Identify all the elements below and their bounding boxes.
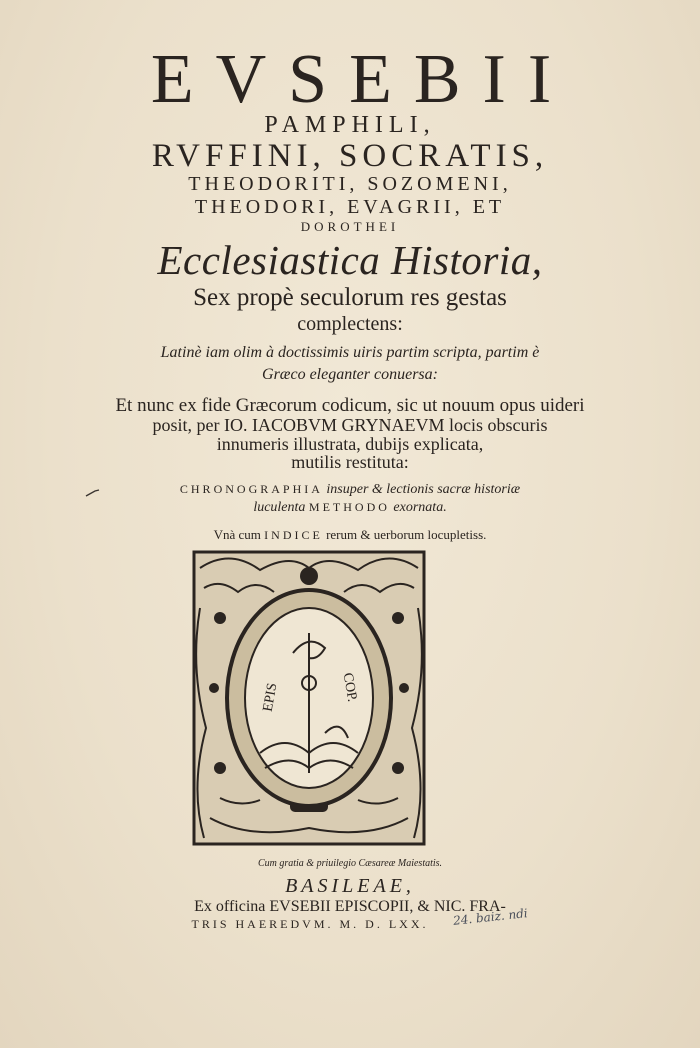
chronographia-line (0, 482, 700, 498)
indice-before: Vnà cum (213, 527, 265, 542)
indice-after: rerum & uerborum locupletiss. (322, 527, 487, 542)
description-line-5: innumeris illustrata, dubijs explicata, (216, 434, 484, 454)
chronographia-rest: insuper & lectionis sacræ historiæ (322, 482, 521, 497)
description-line-2: Græco eleganter conuersa: (262, 366, 438, 383)
handwritten-annotation: 24. baiz. ndi (452, 906, 529, 928)
methodo-after: exornata. (389, 500, 447, 515)
methodo-word: METHODO (308, 500, 390, 514)
methodo-before: luculenta (253, 500, 309, 515)
chronographia-word: CHRONOGRAPHIA (179, 482, 323, 496)
description-line-4: posit, per IO. IACOBVM GRYNAEVM locis obscuris (152, 415, 548, 435)
title-theodoriti-sozomeni: THEODORITI, SOZOMENI, (188, 173, 512, 195)
imprint-printer-line-1: Ex officina EVSEBII EPISCOPII, & NIC. FRA- (194, 898, 506, 915)
title-theodori-evagrii: THEODORI, EVAGRII, ET (194, 196, 506, 218)
title-ruffini-socratis: RVFFINI, SOCRATIS, (151, 138, 549, 174)
description-line-3: Et nunc ex fide Græcorum codicum, sic ut nouum opus uideri (115, 395, 585, 416)
methodo-line (0, 500, 700, 516)
device-text-epis: EPIS (260, 681, 281, 713)
subtitle-line-2: complectens: (297, 313, 403, 335)
subtitle-line-1: Sex propè seculorum res gestas (193, 284, 507, 311)
description-line-6: mutilis restituta: (291, 452, 409, 472)
indice-word: INDICE (264, 528, 323, 542)
title-pamphili: PAMPHILI, (264, 112, 436, 138)
pen-mark (85, 488, 101, 498)
printers-device-woodcut (190, 548, 428, 848)
imprint-place: BASILEAE, (285, 875, 415, 897)
privilege-line: Cum gratia & priuilegio Cæsareæ Maiestatis. (257, 858, 443, 869)
title-dorothei: DOROTHEI (300, 219, 400, 234)
indice-line (0, 527, 700, 543)
title-ecclesiastica-historia: Ecclesiastica Historia, (157, 237, 543, 283)
description-line-1: Latinè iam olim à doctissimis uiris partim scripta, partim è (160, 344, 540, 361)
device-text-cop: COP. (339, 671, 360, 704)
title-eusebii: EVSEBII (150, 41, 574, 118)
imprint-printer-line-2: TRIS HAEREDVM. M. D. LXX. (191, 917, 429, 931)
